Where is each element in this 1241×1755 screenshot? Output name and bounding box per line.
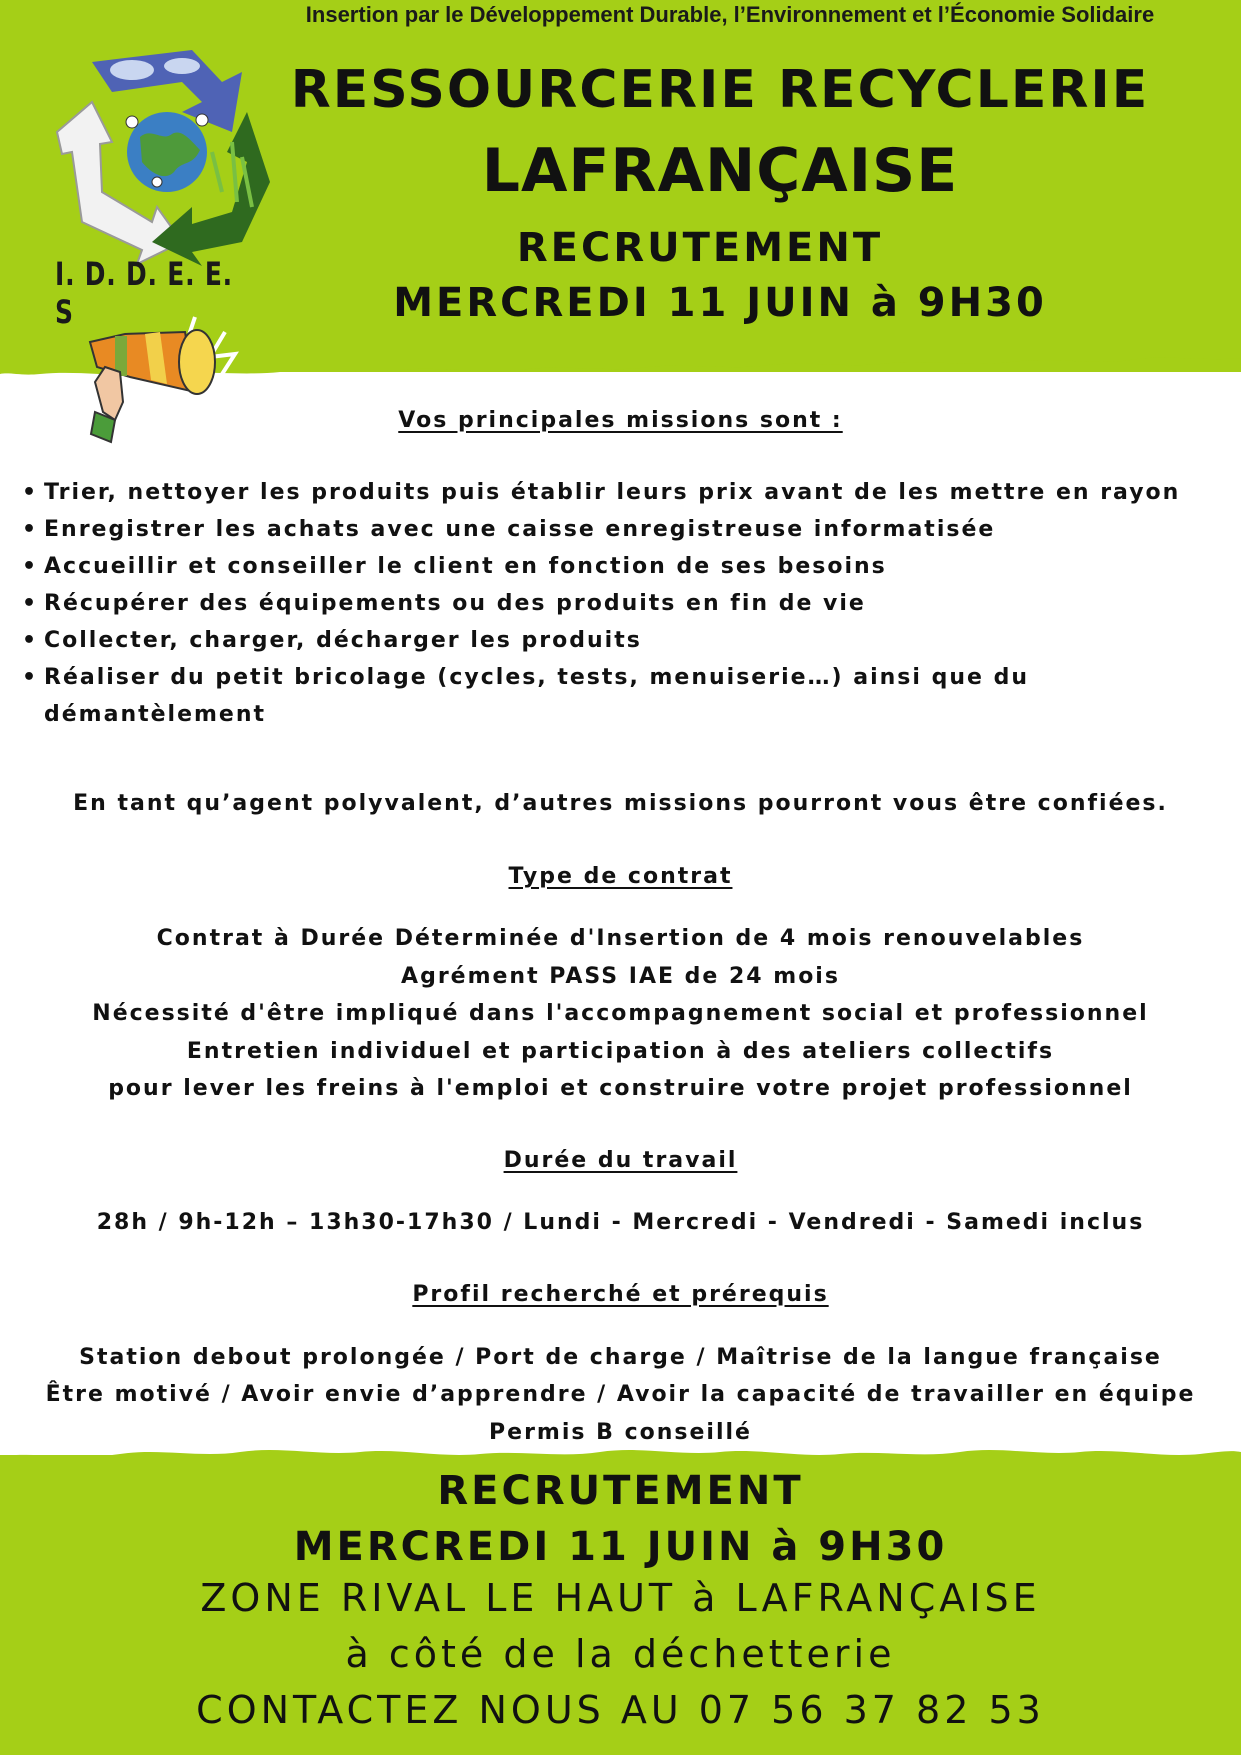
recycling-globe-icon <box>42 42 282 272</box>
footer-recruitment-date: MERCREDI 11 JUIN à 9H30 <box>293 1524 948 1570</box>
page-title-line2: LAFRANÇAISE <box>481 136 959 206</box>
profile-heading: Profil recherché et prérequis <box>412 1282 829 1307</box>
duration-heading: Durée du travail <box>503 1148 738 1173</box>
contract-line: Entretien individuel et participation à des ateliers collectifs <box>186 1039 1055 1064</box>
tagline: Insertion par le Développement Durable, l’Environnement et l’Économie Solidaire <box>305 2 1155 27</box>
profile-line: Station debout prolongée / Port de charge / Maîtrise de la langue française <box>79 1345 1162 1370</box>
recruitment-label: RECRUTEMENT <box>516 225 884 271</box>
list-item: • Accueillir et conseiller le client en fonction de ses besoins <box>44 548 1241 585</box>
contract-line: Contrat à Durée Déterminée d'Insertion de 4 mois renouvelables <box>156 926 1085 951</box>
contract-heading: Type de contrat <box>508 864 733 889</box>
list-item: • Collecter, charger, décharger les produits <box>44 622 1241 659</box>
missions-list <box>20 474 1241 733</box>
list-item: • Réaliser du petit bricolage (cycles, tests, menuiserie…) ainsi que du démantèlement <box>44 659 1241 733</box>
list-item: • Enregistrer les achats avec une caisse enregistreuse informatisée <box>44 511 1241 548</box>
footer-recruitment-label: RECRUTEMENT <box>437 1468 804 1514</box>
logo-text: I. D. D. E. E. S <box>55 255 233 331</box>
missions-note: En tant qu’agent polyvalent, d’autres missions pourront vous être confiées. <box>73 791 1168 816</box>
contract-line: Agrément PASS IAE de 24 mois <box>401 964 840 989</box>
recruitment-date: MERCREDI 11 JUIN à 9H30 <box>393 280 1047 326</box>
footer-contact: CONTACTEZ NOUS AU 07 56 37 82 53 <box>196 1688 1045 1732</box>
footer-location-detail: à côté de la déchetterie <box>345 1632 896 1676</box>
profile-line: Être motivé / Avoir envie d’apprendre / Avoir la capacité de travailler en équipe <box>45 1382 1196 1407</box>
footer-location: ZONE RIVAL LE HAUT à LAFRANÇAISE <box>200 1576 1041 1620</box>
contract-line: Nécessité d'être impliqué dans l'accompagnement social et professionnel <box>92 1001 1149 1026</box>
duration-text: 28h / 9h-12h – 13h30-17h30 / Lundi - Mercredi - Vendredi - Samedi inclus <box>96 1210 1145 1235</box>
contract-line: pour lever les freins à l'emploi et construire votre projet professionnel <box>108 1076 1133 1101</box>
missions-heading: Vos principales missions sont : <box>398 408 843 433</box>
page-title-line1: RESSOURCERIE RECYCLERIE <box>290 60 1150 120</box>
megaphone-icon <box>85 312 260 462</box>
profile-line: Permis B conseillé <box>489 1420 752 1445</box>
list-item: • Trier, nettoyer les produits puis établir leurs prix avant de les mettre en rayon <box>44 474 1241 511</box>
list-item: • Récupérer des équipements ou des produits en fin de vie <box>44 585 1241 622</box>
